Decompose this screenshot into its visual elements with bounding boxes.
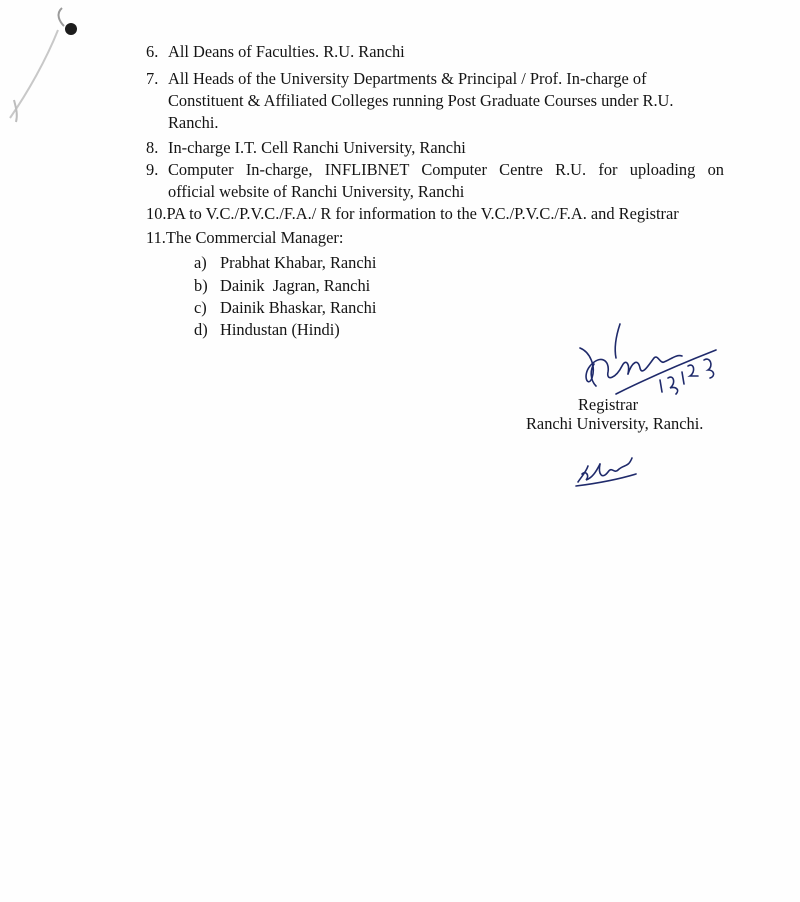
- registrar-signature: [520, 318, 760, 418]
- newspaper-item: [194, 320, 340, 340]
- item-text: 10.PA to V.C./P.V.C./F.A./ R for information to the V.C./P.V.C./F.A. and Registrar: [146, 204, 679, 223]
- newspaper-letter: c): [194, 298, 207, 317]
- newspaper-letter: d): [194, 320, 208, 339]
- newspaper-name: Hindustan (Hindi): [220, 320, 340, 339]
- newspaper-name: Dainik Jagran, Ranchi: [220, 276, 371, 295]
- signatory-title: Registrar: [578, 395, 639, 414]
- item-number: 8.: [146, 138, 159, 157]
- item-text-line: All Heads of the University Departments & Principal / Prof. In-charge of: [168, 69, 647, 88]
- item-text: 11.The Commercial Manager:: [146, 228, 344, 247]
- item-number: 7.: [146, 69, 159, 88]
- newspaper-item: [194, 298, 376, 318]
- newspaper-letter: b): [194, 276, 208, 295]
- item-text-line: Computer In-charge, INFLIBNET Computer Centre R.U. for uploading on: [168, 160, 724, 179]
- item-number: 6.: [146, 42, 159, 61]
- newspaper-name: Dainik Bhaskar, Ranchi: [220, 298, 377, 317]
- item-text: All Deans of Faculties. R.U. Ranchi: [168, 42, 405, 61]
- newspaper-name: Prabhat Khabar, Ranchi: [220, 253, 377, 272]
- item-text-line: official website of Ranchi University, Ranchi: [168, 182, 465, 201]
- newspaper-item: [194, 253, 376, 273]
- signature-block: [520, 318, 760, 518]
- punch-hole-mark: [0, 0, 90, 140]
- item-text-line: Constituent & Affiliated Colleges running Post Graduate Courses under R.U.: [168, 91, 674, 110]
- item-text-line: Ranchi.: [168, 113, 219, 132]
- item-number: 9.: [146, 160, 159, 179]
- newspaper-item: [194, 276, 370, 296]
- item-text: In-charge I.T. Cell Ranchi University, Ranchi: [168, 138, 466, 157]
- initials-signature: [572, 446, 662, 496]
- signatory-institution: Ranchi University, Ranchi.: [526, 414, 704, 433]
- newspaper-letter: a): [194, 253, 207, 272]
